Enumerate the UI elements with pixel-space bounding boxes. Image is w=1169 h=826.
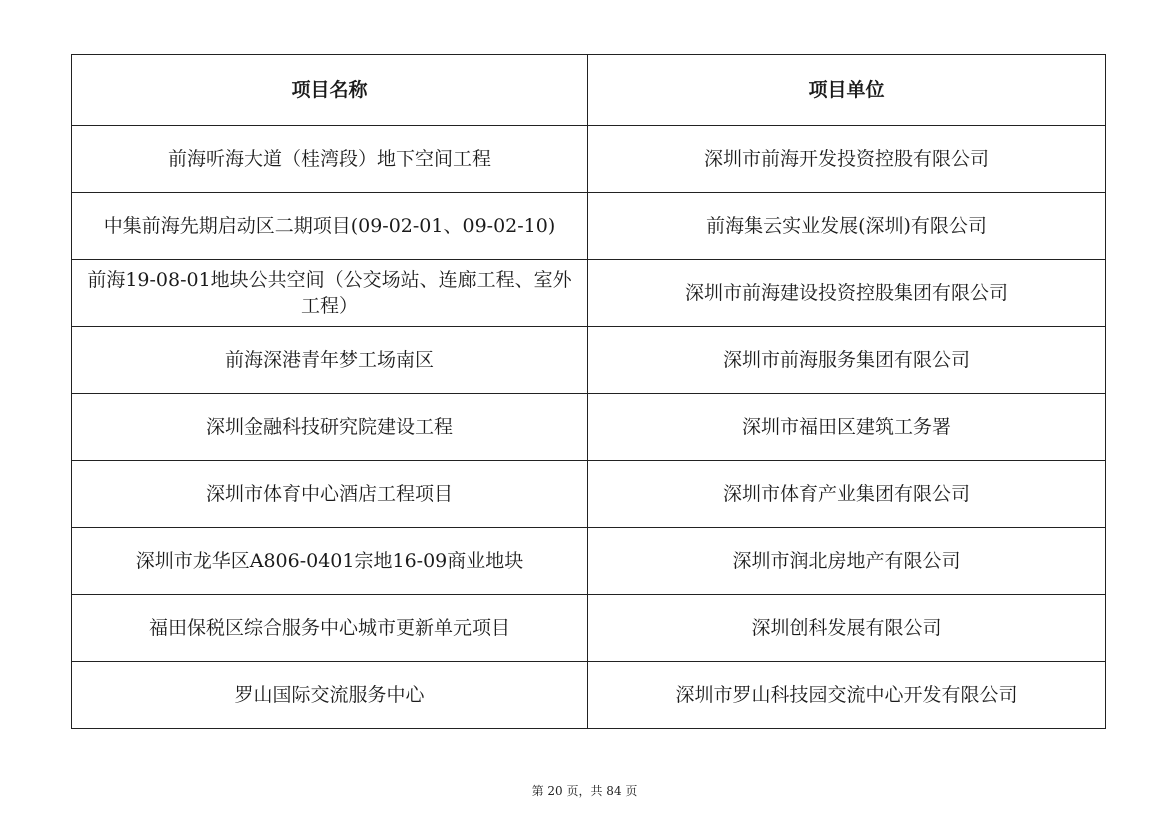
project-name-cell: 前海深港青年梦工场南区: [72, 327, 588, 394]
table-row: [72, 662, 1106, 729]
table-row: [72, 528, 1106, 595]
table-row: [72, 193, 1106, 260]
table-row: [72, 260, 1106, 327]
project-name-cell: 前海19-08-01地块公共空间（公交场站、连廊工程、室外工程）: [72, 260, 588, 327]
project-unit-cell: 深圳市福田区建筑工务署: [588, 394, 1106, 461]
table-row: [72, 394, 1106, 461]
project-name-cell: 中集前海先期启动区二期项目(09-02-01、09-02-10): [72, 193, 588, 260]
table-row: [72, 595, 1106, 662]
project-name-cell: 福田保税区综合服务中心城市更新单元项目: [72, 595, 588, 662]
project-unit-cell: 深圳市罗山科技园交流中心开发有限公司: [588, 662, 1106, 729]
header-project-name: 项目名称: [72, 55, 588, 126]
table-header-row: [72, 55, 1106, 126]
project-unit-cell: 前海集云实业发展(深圳)有限公司: [588, 193, 1106, 260]
table-row: [72, 327, 1106, 394]
project-table: [71, 54, 1106, 729]
project-unit-cell: 深圳市前海建设投资控股集团有限公司: [588, 260, 1106, 327]
project-name-cell: 前海听海大道（桂湾段）地下空间工程: [72, 126, 588, 193]
project-unit-cell: 深圳市前海开发投资控股有限公司: [588, 126, 1106, 193]
header-project-unit: 项目单位: [588, 55, 1106, 126]
project-unit-cell: 深圳市体育产业集团有限公司: [588, 461, 1106, 528]
project-unit-cell: 深圳市润北房地产有限公司: [588, 528, 1106, 595]
table-row: [72, 126, 1106, 193]
table-row: [72, 461, 1106, 528]
project-name-cell: 罗山国际交流服务中心: [72, 662, 588, 729]
project-unit-cell: 深圳市前海服务集团有限公司: [588, 327, 1106, 394]
project-name-cell: 深圳金融科技研究院建设工程: [72, 394, 588, 461]
project-name-cell: 深圳市体育中心酒店工程项目: [72, 461, 588, 528]
page-number-footer: 第 20 页，共 84 页: [531, 784, 638, 798]
project-name-cell: 深圳市龙华区A806-0401宗地16-09商业地块: [72, 528, 588, 595]
project-unit-cell: 深圳创科发展有限公司: [588, 595, 1106, 662]
